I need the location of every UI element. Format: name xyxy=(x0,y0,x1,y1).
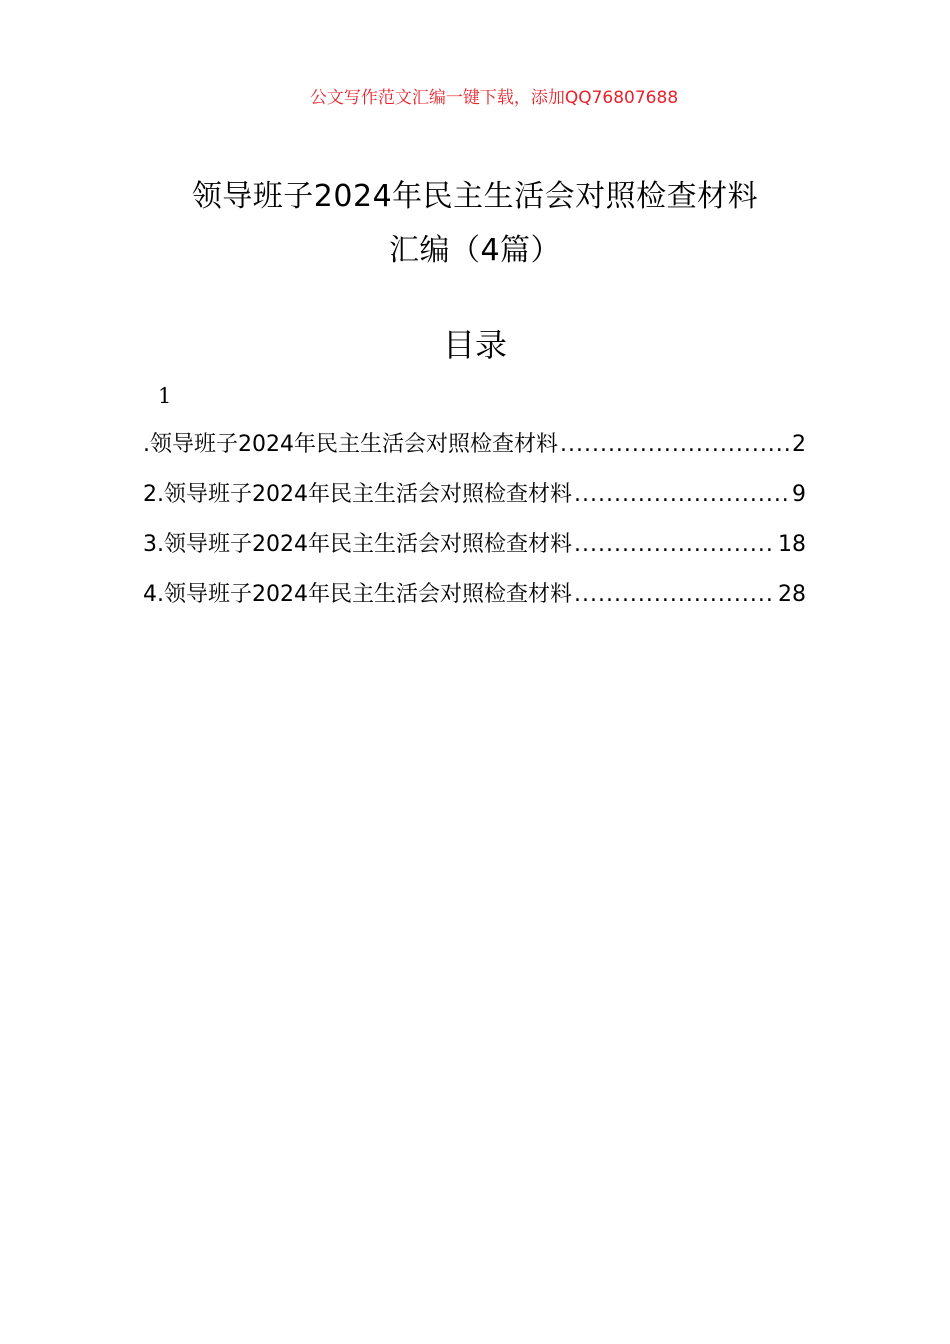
toc-entry-label: 4.领导班子2024年民主生活会对照检查材料 xyxy=(143,582,572,607)
title-line-2: 汇编（4篇） xyxy=(388,233,562,268)
toc-entry-label: 3.领导班子2024年民主生活会对照检查材料 xyxy=(143,532,572,557)
title-line-1: 领导班子2024年民主生活会对照检查材料 xyxy=(191,179,759,214)
toc-dot-leader xyxy=(574,570,776,620)
toc-dot-leader xyxy=(574,520,776,570)
toc-entry-page: 9 xyxy=(792,482,806,507)
toc-entry-2[interactable] xyxy=(143,470,806,520)
toc-dot-leader xyxy=(574,470,790,520)
banner-text: 公文写作范文汇编一键下载，添加QQ76807688 xyxy=(309,88,679,108)
toc-entry-4[interactable] xyxy=(143,570,806,620)
toc-entry-3[interactable] xyxy=(143,520,806,570)
download-banner xyxy=(0,86,950,110)
toc-entry-page: 28 xyxy=(778,582,806,607)
toc-dot-leader xyxy=(560,420,790,470)
toc-heading: 目录 xyxy=(442,326,507,364)
toc-entry-label: 2.领导班子2024年民主生活会对照检查材料 xyxy=(143,482,572,507)
table-of-contents xyxy=(143,420,806,620)
document-title xyxy=(140,170,810,278)
toc-orphan-number: 1 xyxy=(158,384,172,408)
toc-entry-page: 18 xyxy=(778,532,806,557)
toc-entry-page: 2 xyxy=(792,432,806,457)
toc-entry-1[interactable] xyxy=(143,420,806,470)
toc-entry-label: .领导班子2024年民主生活会对照检查材料 xyxy=(143,432,558,457)
